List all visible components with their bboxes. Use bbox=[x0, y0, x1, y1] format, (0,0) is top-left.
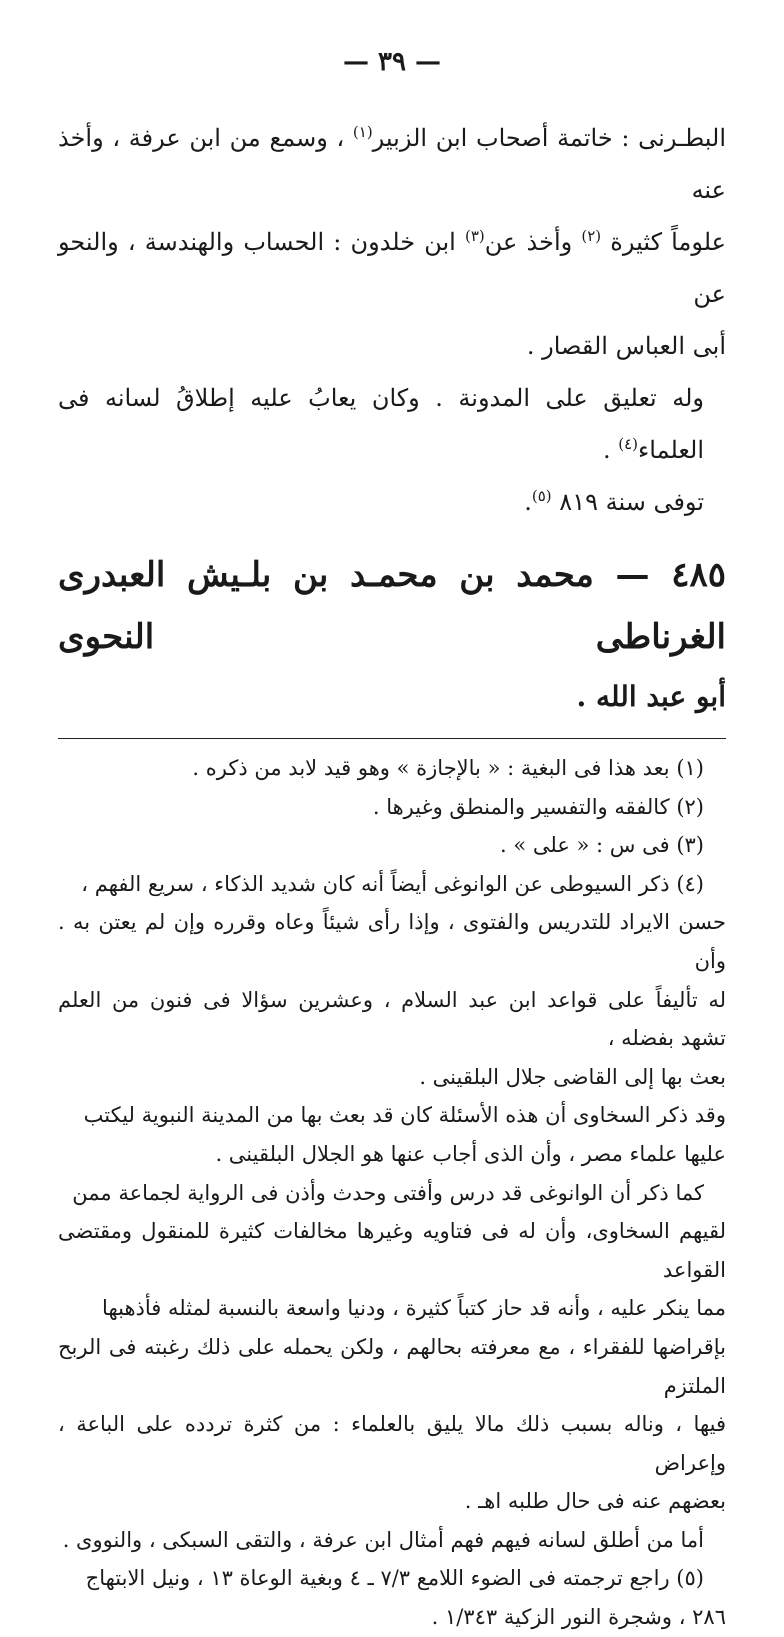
main-line bbox=[58, 372, 726, 476]
footnote-4-line: عليها علماء مصر ، وأن الذى أجاب عنها هو الجلال البلقينى . bbox=[215, 1141, 726, 1166]
text-span: . bbox=[524, 488, 532, 516]
entry-heading bbox=[58, 544, 726, 726]
footnote-ref[interactable]: (١) bbox=[352, 123, 373, 141]
footnote-4-line: (٤) ذكر السيوطى عن الوانوغى أيضاً أنه كان شديد الذكاء ، سريع الفهم ، bbox=[81, 871, 704, 896]
entry-kunya: أبو عبد الله . bbox=[576, 680, 726, 713]
footnote-divider bbox=[58, 738, 726, 739]
footnote-4-line: وقد ذكر السخاوى أن هذه الأسئلة كان قد بعث بها من المدينة النبوية ليكتب bbox=[83, 1103, 726, 1128]
footnote-4-line: بعضهم عنه فى حال طلبه اهـ . bbox=[464, 1489, 726, 1514]
text-span: وأخذ عن bbox=[484, 228, 582, 256]
footnote-ref[interactable]: (٢) bbox=[581, 227, 602, 245]
main-line bbox=[58, 320, 726, 372]
footnote-4-line: أما من أطلق لسانه فيهم فهم أمثال ابن عرفة ، والتقى السبكى ، والنووى . bbox=[62, 1527, 704, 1552]
text-span: وله تعليق على المدونة . وكان يعابُ عليه إطلاقُ لسانه فى العلماء bbox=[58, 384, 704, 464]
main-line bbox=[58, 476, 726, 528]
main-line bbox=[58, 112, 726, 216]
text-span: أبى العباس القصار . bbox=[526, 332, 726, 360]
footnote-4-line: فيها ، وناله بسبب ذلك مالا يليق بالعلماء : من كثرة تردده على الباعة ، وإعراض bbox=[58, 1412, 726, 1475]
main-line bbox=[58, 216, 726, 320]
footnote-4-line: كما ذكر أن الوانوغى قد درس وأفتى وحدث وأذن فى الرواية لجماعة ممن bbox=[72, 1180, 704, 1205]
footnotes bbox=[58, 749, 726, 1637]
text-span: ، وسمع من ابن عرفة ، وأخذ عنه bbox=[58, 124, 726, 204]
footnote-4-line: له تأليفاً على قواعد ابن عبد السلام ، وعشرين سؤالا فى فنون من العلم تشهد بفضله ، bbox=[58, 987, 726, 1051]
footnote-4-line: حسن الايراد للتدريس والفتوى ، وإذا رأى شيئاً وعاه وقرره وإن لم يعتن به . وأن bbox=[58, 910, 726, 973]
text-span: ابن خلدون : الحساب والهندسة ، والنحو عن bbox=[58, 228, 726, 308]
footnote-1: (١) بعد هذا فى البغية : « بالإجازة » وهو قيد لابد من ذكره . bbox=[192, 756, 704, 780]
footnote-4-line: لقيهم السخاوى، وأن له فى فتاويه وغيرها مخالفات كثيرة للمنقول ومقتضى القواعد bbox=[58, 1219, 726, 1282]
footnote-3: (٣) فى س : « على » . bbox=[499, 833, 704, 858]
text-span: . bbox=[602, 436, 619, 464]
entry-title: ٤٨٥ — محمد بن محمـد بن بلـيش العبدرى الغرناطى النحوى bbox=[58, 555, 726, 657]
text-span: البطـرنى : خاتمة أصحاب ابن الزبير bbox=[372, 124, 727, 152]
footnote-5-line: ٢٨٦ ، وشجرة النور الزكية ١/٣٤٣ . bbox=[431, 1605, 726, 1630]
footnote-4-line: مما ينكر عليه ، وأنه قد حاز كتباً كثيرة ، ودنيا واسعة بالنسبة لمثله فأذهبها bbox=[102, 1296, 726, 1321]
page-number: — ٣٩ — bbox=[342, 47, 442, 77]
footnote-ref[interactable]: (٥) bbox=[531, 487, 552, 505]
book-page bbox=[58, 40, 727, 1630]
main-text bbox=[58, 112, 726, 528]
footnote-2: (٢) كالفقه والتفسير والمنطق وغيرها . bbox=[372, 794, 704, 819]
footnote-4-line: بعث بها إلى القاضى جلال البلقينى . bbox=[419, 1064, 726, 1089]
footnote-ref[interactable]: (٤) bbox=[618, 435, 639, 453]
footnote-5-line: (٥) راجع ترجمته فى الضوء اللامع ٧/٣ ـ ٤ وبغية الوعاة ١٣ ، ونيل الابتهاج bbox=[85, 1566, 704, 1591]
text-span: توفى سنة ٨١٩ bbox=[551, 488, 704, 516]
footnote-ref[interactable]: (٣) bbox=[465, 227, 485, 245]
text-span: علوماً كثيرة bbox=[601, 228, 726, 256]
footnote-4-line: بإقراضها للفقراء ، مع معرفته بحالهم ، ولكن يحمله على ذلك رغبته فى الربح الملتزم bbox=[58, 1334, 726, 1398]
